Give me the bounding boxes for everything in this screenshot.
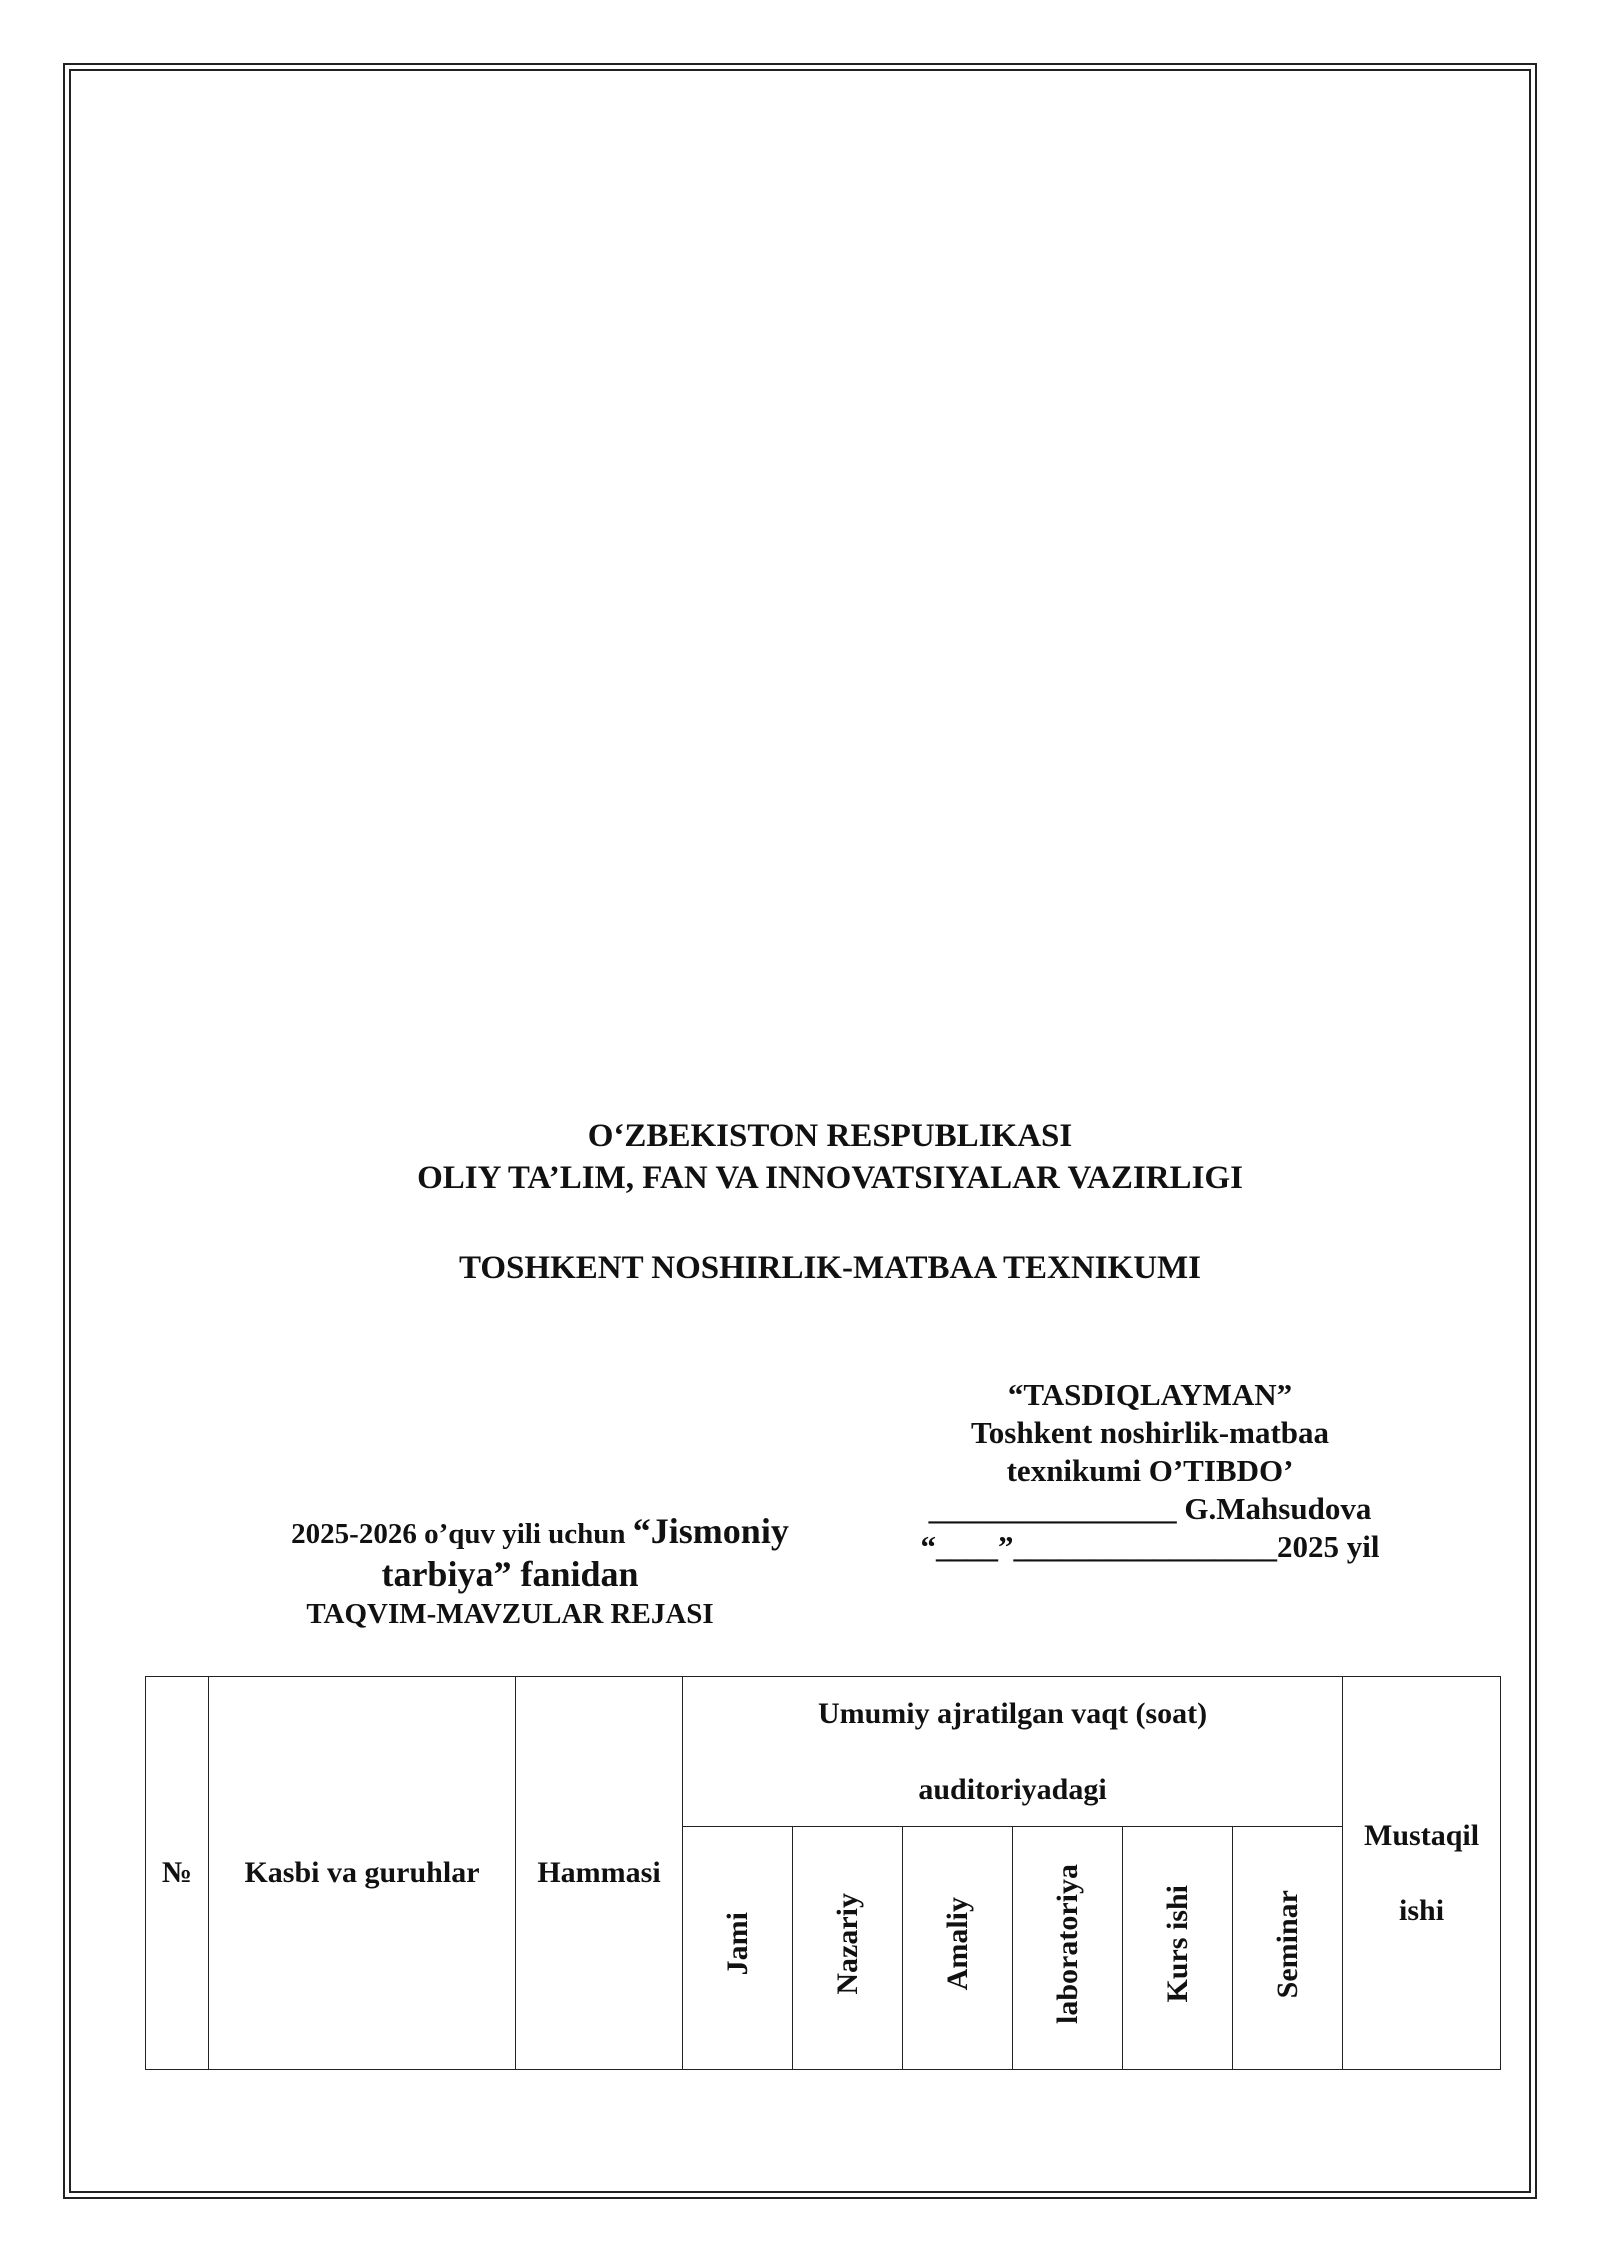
sub-col-jami: [683, 1827, 793, 2070]
plan-title: TAQVIM-MAVZULAR REJASI: [306, 1598, 714, 1630]
header-republic: O‘ZBEKISTON RESPUBLIKASI: [587, 1118, 1073, 1154]
sub-col-nazariy: [793, 1827, 903, 2070]
plan-year-prefix: 2025-2026 o’quv yili uchun: [291, 1518, 626, 1550]
approval-line-1: Toshkent noshirlik-matbaa: [970, 1415, 1330, 1450]
time-header: [683, 1677, 1343, 1827]
approval-block: [900, 1376, 1400, 1566]
approval-date-line: “____”_________________2025 yil: [920, 1529, 1380, 1564]
sub-col-kurs-ishi: [1123, 1827, 1233, 2070]
header-institution: TOSHKENT NOSHIRLIK-MATBAA TEXNIKUMI: [458, 1250, 1202, 1286]
auditorium-header: auditoriyadagi: [918, 1772, 1107, 1806]
sub-col-seminar: [1233, 1827, 1343, 2070]
col-independent-line2: ishi: [1399, 1894, 1445, 1927]
sub-col-kurs-ishi-label: Kurs ishi: [1160, 1885, 1194, 2003]
sub-col-laboratoriya: [1013, 1827, 1123, 2070]
approval-line-2: texnikumi O’TIBDO’: [1006, 1453, 1294, 1488]
header-ministry: OLIY TA’LIM, FAN VA INNOVATSIYALAR VAZIRLIGI: [417, 1160, 1243, 1196]
col-total-header: Hammasi: [516, 1677, 683, 2070]
sub-col-nazariy-label: Nazariy: [830, 1893, 864, 1995]
col-number-header: №: [146, 1677, 209, 2070]
sub-col-amaliy: [903, 1827, 1013, 2070]
sub-col-amaliy-label: Amaliy: [940, 1897, 974, 1991]
col-independent-line1: Mustaqil: [1364, 1819, 1480, 1852]
plan-subject-line: [230, 1510, 850, 1552]
sub-col-jami-label: Jami: [720, 1912, 754, 1976]
approval-signature-line: ________________ G.Mahsudova: [928, 1491, 1372, 1526]
col-independent-header: [1343, 1677, 1501, 2070]
sub-col-seminar-label: Seminar: [1270, 1889, 1304, 1999]
approval-title: “TASDIQLAYMAN”: [1007, 1377, 1293, 1412]
time-header-title: Umumiy ajratilgan vaqt (soat): [817, 1696, 1208, 1730]
plan-table: [145, 1676, 1501, 2070]
sub-col-laboratoriya-label: laboratoriya: [1050, 1864, 1084, 2024]
col-groups-header: Kasbi va guruhlar: [209, 1677, 516, 2070]
plan-subject-part2: tarbiya” fanidan: [381, 1554, 639, 1594]
plan-subject-part1: “Jismoniy: [632, 1511, 789, 1551]
